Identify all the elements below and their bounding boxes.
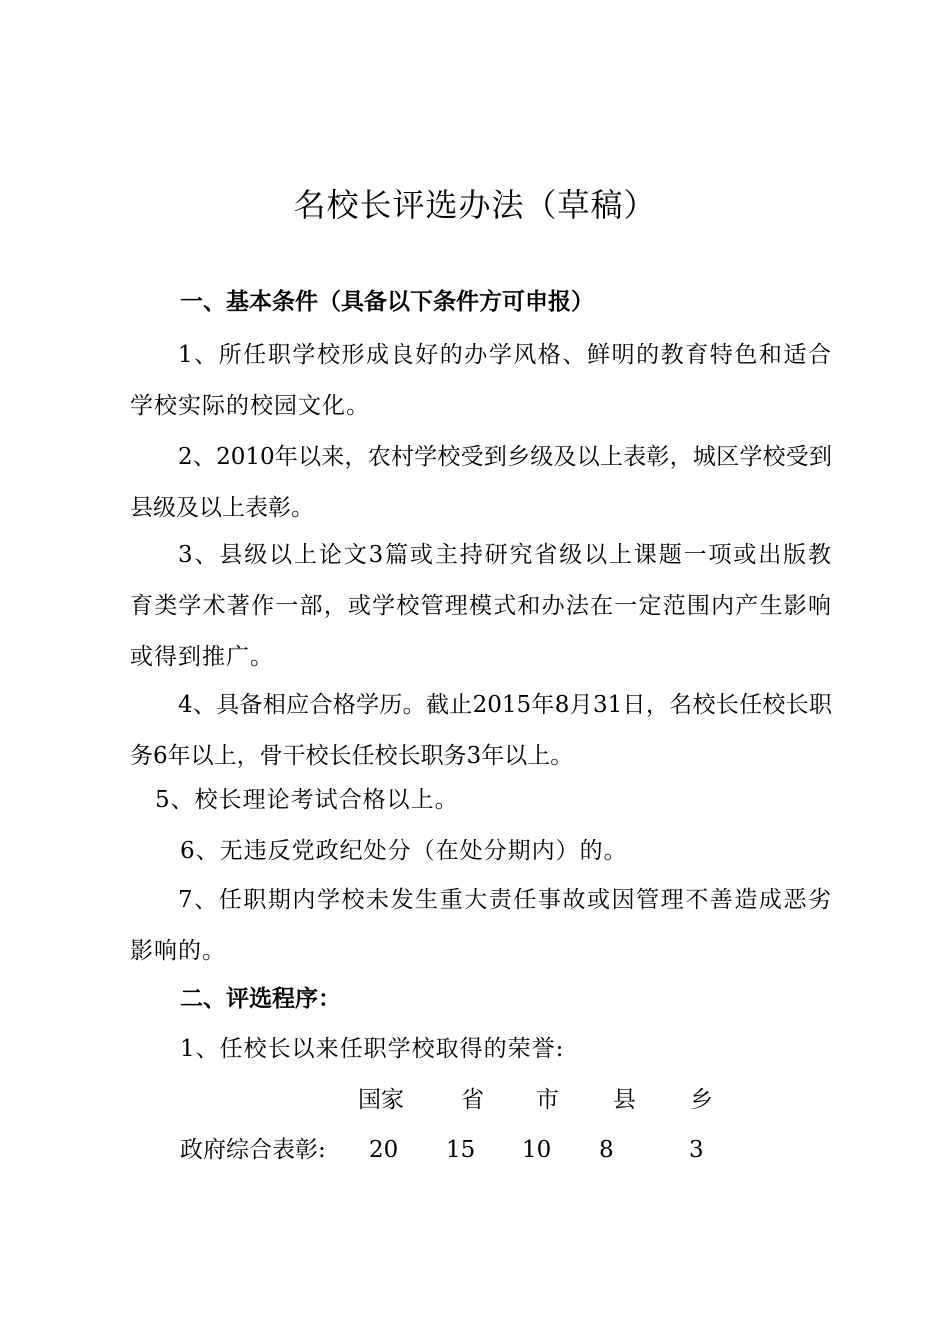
section-heading-selection-procedure: 二、评选程序： <box>180 986 341 1012</box>
honor-column-township: 乡 <box>690 1087 713 1113</box>
condition-item-4: 4、具备相应合格学历。截止2015年8月31日，名校长任校长职务6年以上，骨干校长任校长职务3年以上。 <box>130 692 832 769</box>
honor-column-province: 省 <box>461 1087 484 1113</box>
condition-item-6: 6、无违反党政纪处分（在处分期内）的。 <box>180 838 628 864</box>
honor-score-table <box>180 1084 740 1174</box>
honor-value-province: 15 <box>446 1137 476 1163</box>
condition-item-5: 5、校长理论考试合格以上。 <box>155 787 459 813</box>
condition-item-1: 1、所任职学校形成良好的办学风格、鲜明的教育特色和适合学校实际的校园文化。 <box>130 342 832 419</box>
honor-value-city: 10 <box>522 1137 552 1163</box>
honor-column-national: 国家 <box>358 1087 404 1113</box>
condition-item-2: 2、2010年以来，农村学校受到乡级及以上表彰，城区学校受到县级及以上表彰。 <box>130 444 832 521</box>
document-title: 名校长评选办法（草稿） <box>293 186 657 224</box>
procedure-item-1: 1、任校长以来任职学校取得的荣誉: <box>180 1036 565 1062</box>
honor-row-label: 政府综合表彰: <box>180 1137 326 1163</box>
condition-item-3: 3、县级以上论文3篇或主持研究省级以上课题一项或出版教育类学术著作一部，或学校管理模式和办法在一定范围内产生影响或得到推广。 <box>130 542 832 670</box>
honor-column-city: 市 <box>536 1087 559 1113</box>
honor-value-county: 8 <box>599 1137 614 1163</box>
condition-item-7: 7、任职期内学校未发生重大责任事故或因管理不善造成恶劣影响的。 <box>130 887 832 964</box>
honor-column-county: 县 <box>613 1087 636 1113</box>
honor-value-township: 3 <box>689 1137 704 1163</box>
honor-value-national: 20 <box>369 1137 399 1163</box>
section-heading-basic-conditions: 一、基本条件（具备以下条件方可申报） <box>180 289 594 315</box>
